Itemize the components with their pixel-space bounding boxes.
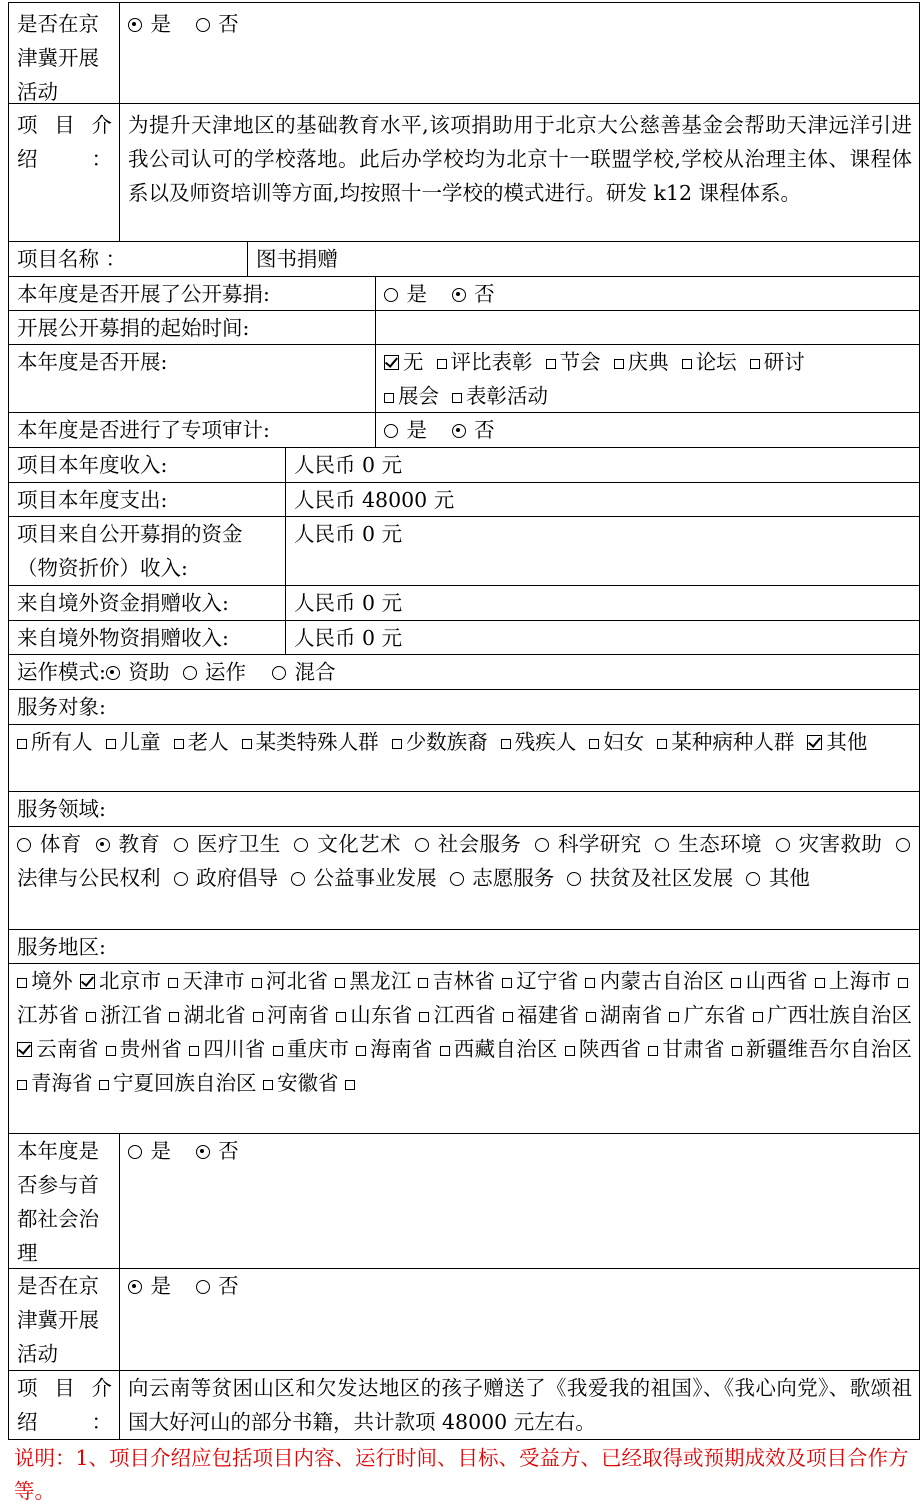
jjj-row-top: [8, 2, 920, 103]
foreign-cash-row: [8, 585, 920, 620]
checkbox-icon: [614, 359, 624, 369]
region-label: 贵州省: [119, 1037, 183, 1061]
region-label: 湖南省: [600, 1003, 663, 1027]
region-label: 吉林省: [432, 969, 496, 993]
checkbox-icon[interactable]: [503, 1012, 513, 1022]
checkbox-icon[interactable]: [392, 739, 402, 749]
intro-label: 项 目 介绍：: [17, 113, 112, 171]
region-label: 内蒙古自治区: [599, 969, 725, 993]
audit-label: 本年度是否进行了专项审计:: [17, 418, 270, 442]
regions-label: 服务地区:: [17, 935, 106, 959]
checkbox-icon[interactable]: [263, 1080, 273, 1090]
checkbox-icon[interactable]: [657, 739, 667, 749]
mode-label: 运作模式:: [17, 660, 106, 684]
note-text: 说明：1、项目介绍应包括项目内容、运行时间、目标、受益方、已经取得或预期成效及项目合作方等。: [14, 1446, 909, 1503]
public-raise-label: 本年度是否开展了公开募捐:: [17, 282, 270, 306]
checkbox-icon[interactable]: [501, 739, 511, 749]
region-label: 河北省: [265, 969, 329, 993]
capital-yes[interactable]: 是: [128, 1139, 171, 1163]
mode-row: [8, 654, 920, 689]
audit-options: [375, 413, 919, 447]
checkbox-icon[interactable]: [189, 1046, 199, 1056]
radio-icon[interactable]: [776, 838, 790, 852]
region-label: 辽宁省: [515, 969, 579, 993]
radio-checked-icon: [128, 18, 142, 32]
checkbox-checked-icon[interactable]: [80, 974, 95, 989]
checkbox-icon: [384, 393, 394, 403]
radio-icon: [384, 288, 398, 302]
region-label: 新疆维吾尔自治区: [745, 1037, 912, 1061]
region-label: 天津市: [182, 969, 245, 993]
radio-icon[interactable]: [174, 872, 188, 886]
foreign-cash-label: 来自境外资金捐赠收入:: [17, 591, 229, 615]
region-label: 陕西省: [578, 1037, 642, 1061]
checkbox-icon[interactable]: [419, 1012, 429, 1022]
foreign-goods-row: [8, 620, 920, 654]
carried-option-ceremony[interactable]: 庆典: [614, 350, 669, 374]
carried-option-award[interactable]: 评比表彰: [437, 350, 533, 374]
checkbox-icon: [546, 359, 556, 369]
start-time-row: [8, 310, 920, 344]
radio-checked-icon: [128, 1280, 142, 1294]
project-name-label: 项目名称 ：: [17, 247, 127, 271]
checkbox-checked-icon[interactable]: [17, 1042, 32, 1057]
checkbox-icon[interactable]: [669, 1012, 679, 1022]
radio-checked-icon[interactable]: [96, 838, 110, 852]
region-label: 西藏自治区: [453, 1037, 558, 1061]
project-name-row: [8, 241, 920, 276]
checkbox-icon[interactable]: [242, 739, 252, 749]
jjj-label-2: 是否在京津冀开展活动: [17, 1274, 99, 1366]
checkbox-icon[interactable]: [17, 978, 27, 988]
checkbox-icon[interactable]: [253, 1012, 263, 1022]
checkbox-icon[interactable]: [356, 1046, 366, 1056]
region-label: 海南省: [370, 1037, 433, 1061]
regions-options: [9, 964, 919, 1133]
radio-icon[interactable]: [567, 872, 581, 886]
radio-icon: [128, 1145, 142, 1159]
region-label: 甘肃省: [662, 1037, 725, 1061]
foreign-cash-value: 人民币 0 元: [285, 586, 919, 620]
mode-option-fund: 资助: [128, 660, 170, 684]
audit-no[interactable]: 否: [452, 418, 495, 442]
region-label: 宁夏回族自治区: [113, 1071, 257, 1095]
fields-label-row: [8, 791, 920, 826]
start-time-label: 开展公开募捐的起始时间:: [17, 316, 250, 340]
income-row: [8, 447, 920, 482]
region-label: 浙江省: [100, 1003, 163, 1027]
checkbox-icon[interactable]: [731, 978, 741, 988]
checkbox-icon[interactable]: [335, 978, 345, 988]
radio-icon[interactable]: [294, 838, 308, 852]
checkbox-icon[interactable]: [418, 978, 428, 988]
checkbox-icon[interactable]: [648, 1046, 658, 1056]
radio-icon[interactable]: [535, 838, 549, 852]
income-label: 项目本年度收入:: [17, 453, 168, 477]
intro-text-2: 向云南等贫困山区和欠发达地区的孩子赠送了《我爱我的祖国》、《我心向党》、歌颂祖国大好河山的部分书籍，共计款项 48000 元左右。: [119, 1371, 919, 1439]
carried-option-seminar[interactable]: 研讨: [750, 350, 805, 374]
checkbox-icon[interactable]: [502, 978, 512, 988]
mode-option-mixed: 混合: [294, 660, 336, 684]
radio-icon[interactable]: [450, 872, 464, 886]
radio-icon[interactable]: [655, 838, 669, 852]
intro-row-top: [8, 103, 920, 241]
radio-icon[interactable]: [896, 838, 910, 852]
checkbox-checked-icon: [384, 355, 399, 370]
radio-checked-icon: [452, 424, 466, 438]
radio-checked-icon: [452, 288, 466, 302]
checkbox-icon[interactable]: [585, 978, 595, 988]
region-label: 四川省: [203, 1037, 266, 1061]
capital-no[interactable]: 否: [196, 1139, 239, 1163]
carried-option-exhibition[interactable]: 展会: [384, 384, 439, 408]
checkbox-icon[interactable]: [586, 1012, 596, 1022]
audit-row: [8, 412, 920, 447]
expense-value: 人民币 48000 元: [285, 483, 919, 516]
radio-icon[interactable]: [415, 838, 429, 852]
regions-row: [8, 963, 920, 1133]
radio-icon[interactable]: [746, 872, 760, 886]
jjj-options-2: [119, 1269, 919, 1370]
checkbox-icon[interactable]: [440, 1046, 450, 1056]
income-value: 人民币 0 元: [285, 448, 919, 482]
targets-options: 所有人 儿童 老人 某类特殊人群 少数族裔 残疾人 妇女 某种病种人群 其他: [9, 725, 919, 791]
carried-options: [375, 345, 919, 412]
public-raise-no[interactable]: 否: [452, 282, 495, 306]
capital-row: [8, 1133, 920, 1268]
region-label: 福建省: [516, 1003, 580, 1027]
public-raise-options: [375, 277, 919, 310]
targets-label: 服务对象:: [17, 695, 106, 719]
checkbox-icon[interactable]: [17, 1080, 27, 1090]
region-label: 上海市: [828, 969, 892, 993]
checkbox-icon[interactable]: [589, 739, 599, 749]
intro-label-2: 项 目 介绍：: [17, 1376, 112, 1434]
checkbox-icon[interactable]: [345, 1080, 355, 1090]
jjj-row-second: [8, 1268, 920, 1370]
region-label: 黑龙江: [349, 969, 412, 993]
public-fund-value: 人民币 0 元: [285, 517, 919, 585]
public-raise-row: [8, 276, 920, 310]
checkbox-icon[interactable]: [169, 1012, 179, 1022]
radio-icon[interactable]: [272, 666, 286, 680]
radio-icon: [384, 424, 398, 438]
checkbox-icon[interactable]: [815, 978, 825, 988]
region-label: 青海省: [31, 1071, 93, 1095]
radio-icon[interactable]: [174, 838, 188, 852]
region-label: 江苏省: [17, 1003, 80, 1027]
region-label: 境外: [31, 969, 73, 993]
jjj-label: 是否在京津冀开展活动: [17, 12, 99, 103]
public-raise-yes[interactable]: 是: [384, 282, 427, 306]
checkbox-icon: [682, 359, 692, 369]
expense-label: 项目本年度支出:: [17, 488, 168, 512]
radio-icon: [196, 1280, 210, 1294]
region-label: 北京市: [98, 969, 162, 993]
jjj-yes-radio[interactable]: 是: [128, 12, 171, 36]
checkbox-icon[interactable]: [106, 1046, 116, 1056]
checkbox-icon[interactable]: [898, 978, 908, 988]
checkbox-icon[interactable]: [86, 1012, 96, 1022]
intro-row-second: [8, 1370, 920, 1440]
jjj2-no[interactable]: 否: [196, 1274, 239, 1298]
foreign-goods-label: 来自境外物资捐赠收入:: [17, 626, 229, 650]
checkbox-checked-icon[interactable]: [807, 735, 822, 750]
checkbox-icon[interactable]: [732, 1046, 742, 1056]
region-label: 山东省: [350, 1003, 413, 1027]
jjj-options: [119, 3, 919, 103]
start-time-value[interactable]: [375, 311, 919, 344]
carried-option-festival[interactable]: 节会: [546, 350, 601, 374]
radio-icon[interactable]: [291, 872, 305, 886]
project-name-value: 图书捐赠: [247, 242, 919, 276]
radio-icon[interactable]: [17, 838, 31, 852]
jjj-no-radio[interactable]: 否: [196, 12, 239, 36]
carried-option-forum[interactable]: 论坛: [682, 350, 737, 374]
checkbox-icon[interactable]: [17, 739, 27, 749]
capital-label: 本年度是否参与首都社会治理: [17, 1139, 99, 1265]
jjj2-yes[interactable]: 是: [128, 1274, 171, 1298]
mode-cell: [9, 655, 919, 689]
checkbox-icon[interactable]: [168, 978, 178, 988]
targets-row: [8, 724, 920, 791]
targets-label-row: [8, 689, 920, 724]
regions-label-row: [8, 929, 920, 963]
checkbox-icon: [437, 359, 447, 369]
fields-label: 服务领域:: [17, 797, 106, 821]
region-label: 广西壮族自治区: [766, 1003, 913, 1027]
checkbox-icon[interactable]: [565, 1046, 575, 1056]
checkbox-icon: [750, 359, 760, 369]
checkbox-icon[interactable]: [106, 739, 116, 749]
fields-row: [8, 826, 920, 929]
region-label: 重庆市: [286, 1037, 350, 1061]
checkbox-icon[interactable]: [174, 739, 184, 749]
carried-option-commend[interactable]: 表彰活动: [452, 384, 548, 408]
radio-checked-icon: [196, 1145, 210, 1159]
carried-option-none[interactable]: 无: [384, 350, 424, 374]
expense-row: [8, 482, 920, 516]
region-label: 广东省: [683, 1003, 746, 1027]
checkbox-icon[interactable]: [252, 978, 262, 988]
mode-option-operate: 运作: [205, 660, 247, 684]
region-label: 江西省: [433, 1003, 496, 1027]
region-label: 云南省: [36, 1037, 99, 1061]
checkbox-icon[interactable]: [336, 1012, 346, 1022]
capital-options: [119, 1134, 919, 1268]
checkbox-icon[interactable]: [99, 1080, 109, 1090]
region-label: 河南省: [266, 1003, 330, 1027]
carried-row: [8, 344, 920, 412]
carried-label: 本年度是否开展:: [17, 350, 168, 374]
audit-yes[interactable]: 是: [384, 418, 427, 442]
checkbox-icon[interactable]: [273, 1046, 283, 1056]
public-fund-row: [8, 516, 920, 585]
public-fund-label: 项目来自公开募捐的资金（物资折价）收入:: [17, 522, 243, 580]
checkbox-icon[interactable]: [753, 1012, 763, 1022]
region-label: 湖北省: [183, 1003, 246, 1027]
intro-text: 为提升天津地区的基础教育水平,该项捐助用于北京大公慈善基金会帮助天津远洋引进我公司认可的学校落地。此后办学校均为北京十一联盟学校,学校从治理主体、课程体系以及师资培训等方面,均按照十一学校的模式进行。研发 k12 课程体系。: [119, 104, 919, 241]
region-label: 安徽省: [277, 1071, 339, 1095]
radio-icon: [196, 18, 210, 32]
radio-checked-icon[interactable]: [106, 666, 120, 680]
region-label: 山西省: [745, 969, 808, 993]
radio-icon[interactable]: [183, 666, 197, 680]
fields-options: 体育 教育 医疗卫生 文化艺术 社会服务 科学研究 生态环境 灾害救助 法律与公民权利 政府倡导 公益事业发展 志愿服务 扶贫及社区发展 其他: [9, 827, 919, 929]
checkbox-icon: [452, 393, 462, 403]
foreign-goods-value: 人民币 0 元: [285, 621, 919, 654]
